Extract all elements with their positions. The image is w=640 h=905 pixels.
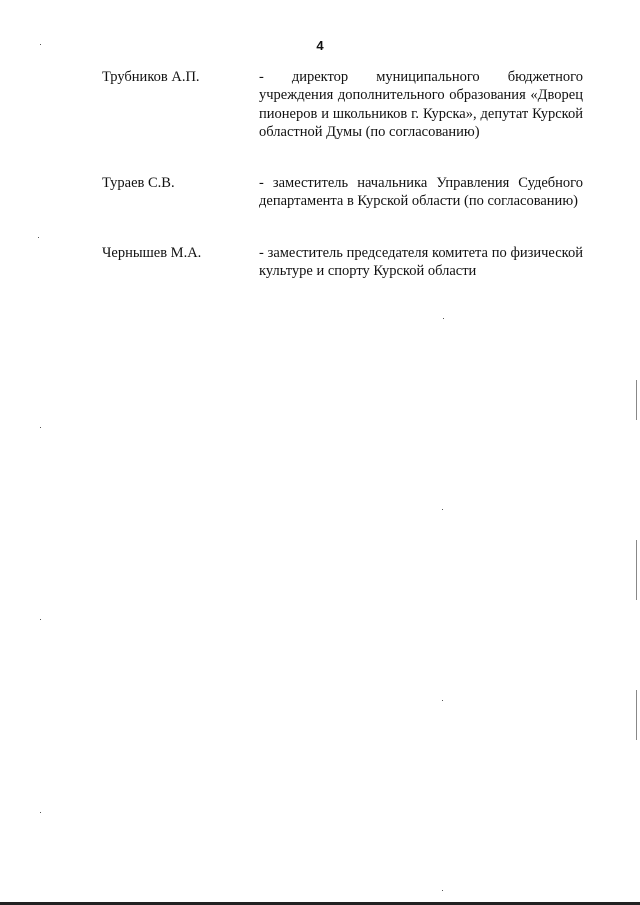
- member-position: - заместитель председателя комитета по физической культуре и спорту Курской области: [259, 245, 583, 280]
- member-name: Чернышев М.А.: [102, 245, 202, 261]
- member-name: Трубников А.П.: [102, 69, 200, 85]
- scan-speck: [38, 237, 39, 238]
- member-position: - заместитель начальника Управления Судебного департамента в Курской области (по согласованию): [259, 175, 583, 210]
- scan-speck: [442, 509, 443, 510]
- scan-speck: [443, 318, 444, 319]
- page-number: 4: [316, 38, 324, 53]
- member-position: - директор муниципального бюджетного учреждения дополнительного образования «Дворец пионеров и школьников г. Курска», депутат Курской областной Думы (по согласованию): [259, 69, 583, 141]
- scan-speck: [442, 890, 443, 891]
- scan-speck: [40, 812, 41, 813]
- scan-edge-mark: [636, 380, 637, 420]
- scan-edge-mark: [636, 690, 637, 740]
- scan-edge-mark: [636, 540, 637, 600]
- member-name: Тураев С.В.: [102, 175, 175, 191]
- scan-speck: [40, 44, 41, 45]
- scan-speck: [40, 427, 41, 428]
- scan-speck: [40, 619, 41, 620]
- scan-speck: [442, 700, 443, 701]
